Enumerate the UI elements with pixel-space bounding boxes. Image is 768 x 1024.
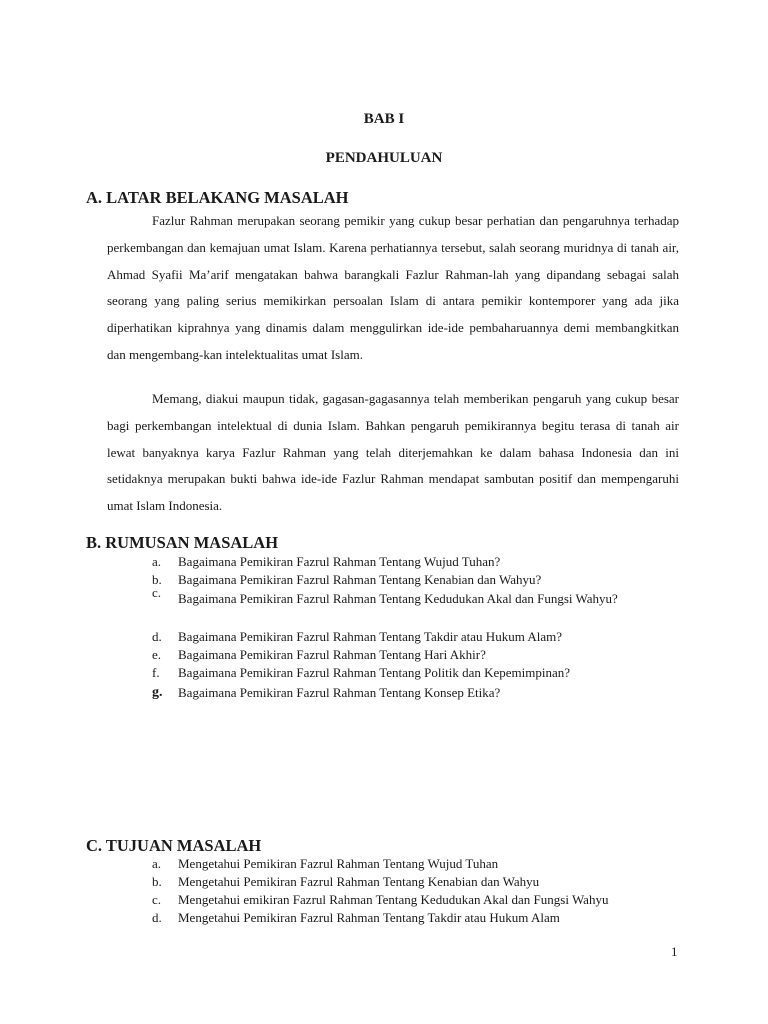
list-item	[152, 856, 678, 874]
list-item-text: Bagaimana Pemikiran Fazrul Rahman Tentang Hari Akhir?	[178, 647, 486, 662]
list-item	[152, 685, 678, 705]
section-b-heading: B. RUMUSAN MASALAH	[86, 533, 279, 552]
list-item-text: Mengetahui Pemikiran Fazrul Rahman Tentang Wujud Tuhan	[178, 856, 499, 871]
section-a-paragraph-1: Fazlur Rahman merupakan seorang pemikir yang cukup besar perhatian dan pengaruhnya terhadap perkembangan dan kemajuan umat Islam. Karena perhatiannya tersebut, salah seorang muridnya di tanah air, Ahmad Syafii Ma’arif mengatakan bahwa barangkali Fazlur Rahman-lah yang dipandang sebagai salah seorang yang paling serius memikirkan persoalan Islam di antara pemikir kontemporer yang ada jika diperhatikan kiprahnya yang dinamis dalam menggulirkan ide-ide pembaharuannya demi membangkitkan dan mengembang-kan intelektualitas umat Islam.	[107, 213, 679, 362]
list-marker: a.	[152, 554, 162, 569]
list-item-text: Bagaimana Pemikiran Fazrul Rahman Tentang Politik dan Kepemimpinan?	[178, 665, 571, 680]
list-item	[152, 629, 678, 647]
list-marker: c.	[152, 585, 162, 600]
list-item-text: Bagaimana Pemikiran Fazrul Rahman Tentang Konsep Etika?	[178, 685, 501, 700]
objectives-list	[152, 856, 678, 928]
list-marker: b.	[152, 874, 162, 889]
list-item-text: Bagaimana Pemikiran Fazrul Rahman Tentang Kedudukan Akal dan Fungsi Wahyu?	[178, 591, 618, 606]
list-item-text: Bagaimana Pemikiran Fazrul Rahman Tentang Wujud Tuhan?	[178, 554, 501, 569]
list-item	[152, 874, 678, 892]
section-a-heading: A. LATAR BELAKANG MASALAH	[86, 188, 349, 207]
chapter-title: PENDAHULUAN	[325, 150, 443, 166]
list-item-text: Mengetahui emikiran Fazrul Rahman Tentang Kedudukan Akal dan Fungsi Wahyu	[178, 892, 609, 907]
list-marker: a.	[152, 856, 162, 871]
list-marker: e.	[152, 647, 162, 662]
chapter-label: BAB I	[363, 111, 405, 127]
list-item	[152, 554, 678, 572]
list-marker: f.	[152, 665, 160, 680]
list-item	[152, 665, 678, 685]
list-marker: d.	[152, 629, 162, 644]
list-item	[152, 585, 678, 629]
list-item-text: Bagaimana Pemikiran Fazrul Rahman Tentang Takdir atau Hukum Alam?	[178, 629, 562, 644]
list-item	[152, 910, 678, 928]
research-questions-list	[152, 554, 678, 705]
list-item	[152, 892, 678, 910]
list-marker: g.	[152, 685, 163, 700]
list-marker: b.	[152, 572, 162, 587]
list-marker: c.	[152, 892, 162, 907]
page-number: 1	[671, 944, 678, 959]
section-a-paragraph-2: Memang, diakui maupun tidak, gagasan-gagasannya telah memberikan pengaruh yang cukup besar bagi perkembangan intelektual di dunia Islam. Bahkan pengaruh pemikirannya begitu terasa di tanah air lewat banyaknya karya Fazlur Rahman yang telah diterjemahkan ke dalam bahasa Indonesia dan ini setidaknya merupakan bukti bahwa ide-ide Fazlur Rahman mendapat sambutan positif dan mempengaruhi umat Islam Indonesia.	[107, 391, 679, 514]
list-item	[152, 647, 678, 665]
list-item-text: Mengetahui Pemikiran Fazrul Rahman Tentang Kenabian dan Wahyu	[178, 874, 540, 889]
list-item-text: Bagaimana Pemikiran Fazrul Rahman Tentang Kenabian dan Wahyu?	[178, 572, 542, 587]
section-c-heading: C. TUJUAN MASALAH	[86, 836, 262, 855]
list-item-text: Mengetahui Pemikiran Fazrul Rahman Tentang Takdir atau Hukum Alam	[178, 910, 560, 925]
list-marker: d.	[152, 910, 162, 925]
